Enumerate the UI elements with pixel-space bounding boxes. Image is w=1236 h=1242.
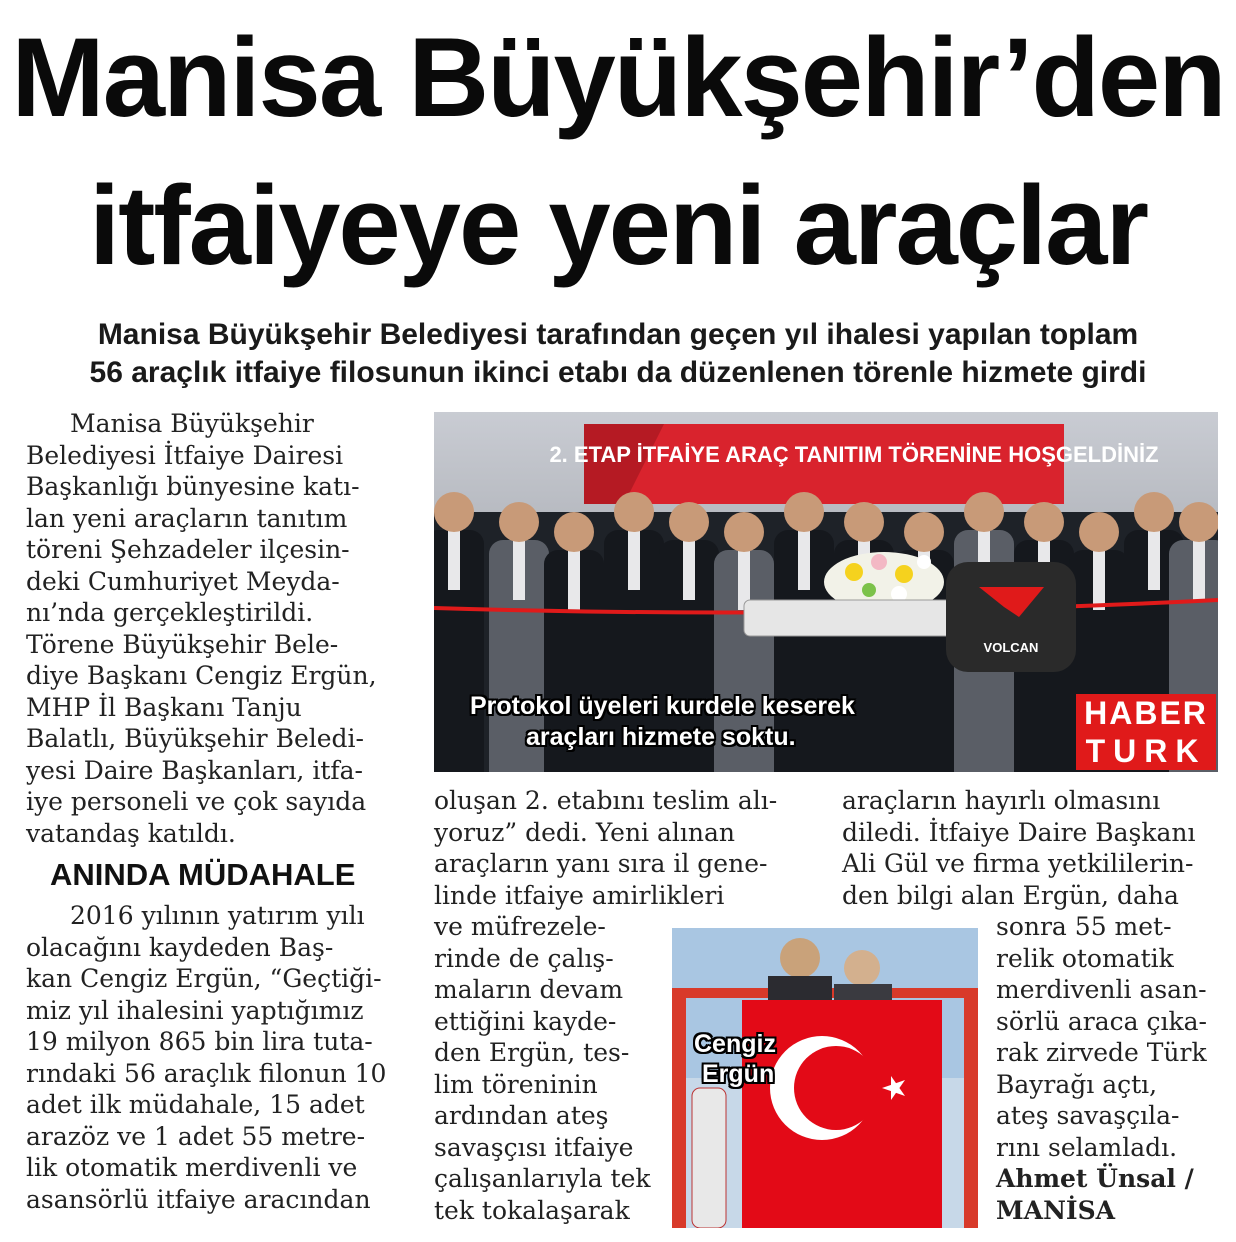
person-shirt <box>683 540 695 600</box>
headline-line-1: Manisa Büyükşehir’den <box>11 15 1225 140</box>
text-line: diye Başkanı Cengiz Ergün, <box>26 661 377 690</box>
text-line: ateş savaşçıla- <box>996 1101 1180 1130</box>
text-line: Manisa Büyükşehir <box>70 409 314 438</box>
article-column-3-top <box>842 785 1222 911</box>
text-line: diledi. İtfaiye Daire Başkanı <box>842 817 1196 847</box>
text-line: sonra 55 met- <box>996 912 1172 941</box>
text-line: lan yeni araçların tanıtım <box>26 503 348 533</box>
main-photo-caption-line-1: Protokol üyeleri kurdele keserek <box>470 692 855 720</box>
person-shirt <box>513 540 525 600</box>
text-line: rak zirvede Türk <box>996 1038 1207 1067</box>
person-head <box>669 502 709 542</box>
text-line: den bilgi alan Ergün, daha <box>842 880 1179 910</box>
byline-author: Ahmet Ünsal / <box>996 1164 1194 1193</box>
text-line: töreni Şehzadeler ilçesin- <box>26 535 350 564</box>
text-line: iye personeli ve çok sayıda <box>26 787 367 816</box>
person-head <box>724 512 764 552</box>
banner-text: 2. ETAP İTFAİYE ARAÇ TANITIM TÖRENİNE HOŞGELDİNİZ <box>549 442 1159 467</box>
logo-line-1: HABER <box>1076 694 1216 732</box>
deck-line-1: Manisa Büyükşehir Belediyesi tarafından geçen yıl ihalesi yapılan toplam <box>97 318 1139 351</box>
person-shirt <box>448 530 460 590</box>
person-shirt <box>1148 530 1160 590</box>
text-line: arazöz ve 1 adet 55 metre- <box>26 1121 366 1151</box>
text-line: çalışanlarıyla tek <box>434 1164 651 1193</box>
text-line: kan Cengiz Ergün, “Geçtiği- <box>26 964 382 993</box>
text-line: lik otomatik merdivenli ve <box>26 1153 358 1182</box>
text-line: vatandaş katıldı. <box>26 818 236 848</box>
text-line: rını selamladı. <box>996 1132 1178 1162</box>
text-line: araçların yanı sıra il gene- <box>434 849 768 878</box>
text-line: savaşçısı itfaiye <box>434 1132 634 1162</box>
person-head <box>964 492 1004 532</box>
main-photo-caption-line-2: araçları hizmete soktu. <box>526 723 796 751</box>
text-line: yesi Daire Başkanları, itfa- <box>26 755 363 785</box>
text-line: deki Cumhuriyet Meyda- <box>26 566 340 596</box>
headline-line-2: itfaiyeye yeni araçlar <box>88 163 1148 288</box>
person-head <box>1134 492 1174 532</box>
text-line: linde itfaiye amirlikleri <box>434 880 725 910</box>
text-line: tek tokalaşarak <box>434 1195 630 1225</box>
text-line: ve müfrezele- <box>434 912 606 941</box>
person-shirt <box>798 530 810 590</box>
key-brand: VOLCAN <box>983 640 1039 655</box>
text-line: merdivenli asan- <box>996 975 1207 1004</box>
text-line: den Ergün, tes- <box>434 1038 630 1067</box>
person-head <box>844 502 884 542</box>
text-line: rinde de çalış- <box>434 943 614 973</box>
deck-line-2: 56 araçlık itfaiye filosunun ikinci etabı da düzenlenen törenle hizmete girdi <box>89 356 1147 389</box>
person-shirt <box>628 530 640 590</box>
text-line: relik otomatik <box>996 943 1174 973</box>
text-line: Bayrağı açtı, <box>996 1069 1158 1099</box>
text-line: nı’nda gerçekleştirildi. <box>26 598 314 627</box>
text-line: Başkanlığı bünyesine katı- <box>26 472 360 501</box>
text-line: ardından ateş <box>434 1101 609 1130</box>
secondary-photo-caption-line-2: Ergün <box>702 1060 775 1088</box>
person-head <box>554 512 594 552</box>
article-column-3-side <box>996 911 1226 1163</box>
person-head <box>499 502 539 542</box>
text-line: oluşan 2. etabını teslim alı- <box>434 786 778 815</box>
text-line: yoruz” dedi. Yeni alınan <box>434 817 735 847</box>
person-head <box>784 492 824 532</box>
text-line: lim töreninin <box>434 1069 598 1099</box>
person-head <box>1179 502 1218 542</box>
text-line: 19 milyon 865 bin lira tuta- <box>26 1027 373 1056</box>
main-photo <box>434 412 1218 772</box>
person-shirt <box>1093 550 1105 610</box>
person-head <box>434 492 474 532</box>
text-line: olacağını kaydeden Baş- <box>26 932 334 962</box>
text-line: miz yıl ihalesini yaptığımız <box>26 995 364 1025</box>
text-line: Ali Gül ve firma yetkililerin- <box>842 849 1194 878</box>
text-line: ettiğini kayde- <box>434 1006 617 1036</box>
secondary-photo <box>672 928 978 1228</box>
text-line: 2016 yılının yatırım yılı <box>70 901 365 930</box>
person-shirt <box>568 550 580 610</box>
byline-location: MANİSA <box>996 1195 1116 1225</box>
text-line: adet ilk müdahale, 15 adet <box>26 1090 365 1119</box>
byline <box>996 1163 1226 1226</box>
person-head <box>1079 512 1119 552</box>
person-shirt <box>1193 540 1205 600</box>
text-line: rındaki 56 araçlık filonun 10 <box>26 1058 387 1088</box>
text-line: araçların hayırlı olmasını <box>842 786 1161 815</box>
column-1-paragraph-2 <box>26 900 406 1215</box>
logo-line-2: TURK <box>1076 732 1216 770</box>
text-line: Belediyesi İtfaiye Dairesi <box>26 440 344 470</box>
text-line: maların devam <box>434 975 624 1004</box>
person-head <box>614 492 654 532</box>
text-line: sörlü araca çıka- <box>996 1006 1207 1036</box>
text-line: Balatlı, Büyükşehir Beledi- <box>26 724 364 753</box>
column-1-paragraph-1 <box>26 408 406 849</box>
text-line: MHP İl Başkanı Tanju <box>26 692 302 722</box>
subheading: ANINDA MÜDAHALE <box>50 857 356 892</box>
person-head <box>1024 502 1064 542</box>
text-line: asansörlü itfaiye aracından <box>26 1184 371 1214</box>
text-line: Törene Büyükşehir Bele- <box>26 629 339 659</box>
secondary-photo-caption-line-1: Cengiz <box>694 1030 776 1058</box>
haberturk-logo <box>1076 694 1216 770</box>
person-head <box>904 512 944 552</box>
article-column-1 <box>26 408 406 1215</box>
